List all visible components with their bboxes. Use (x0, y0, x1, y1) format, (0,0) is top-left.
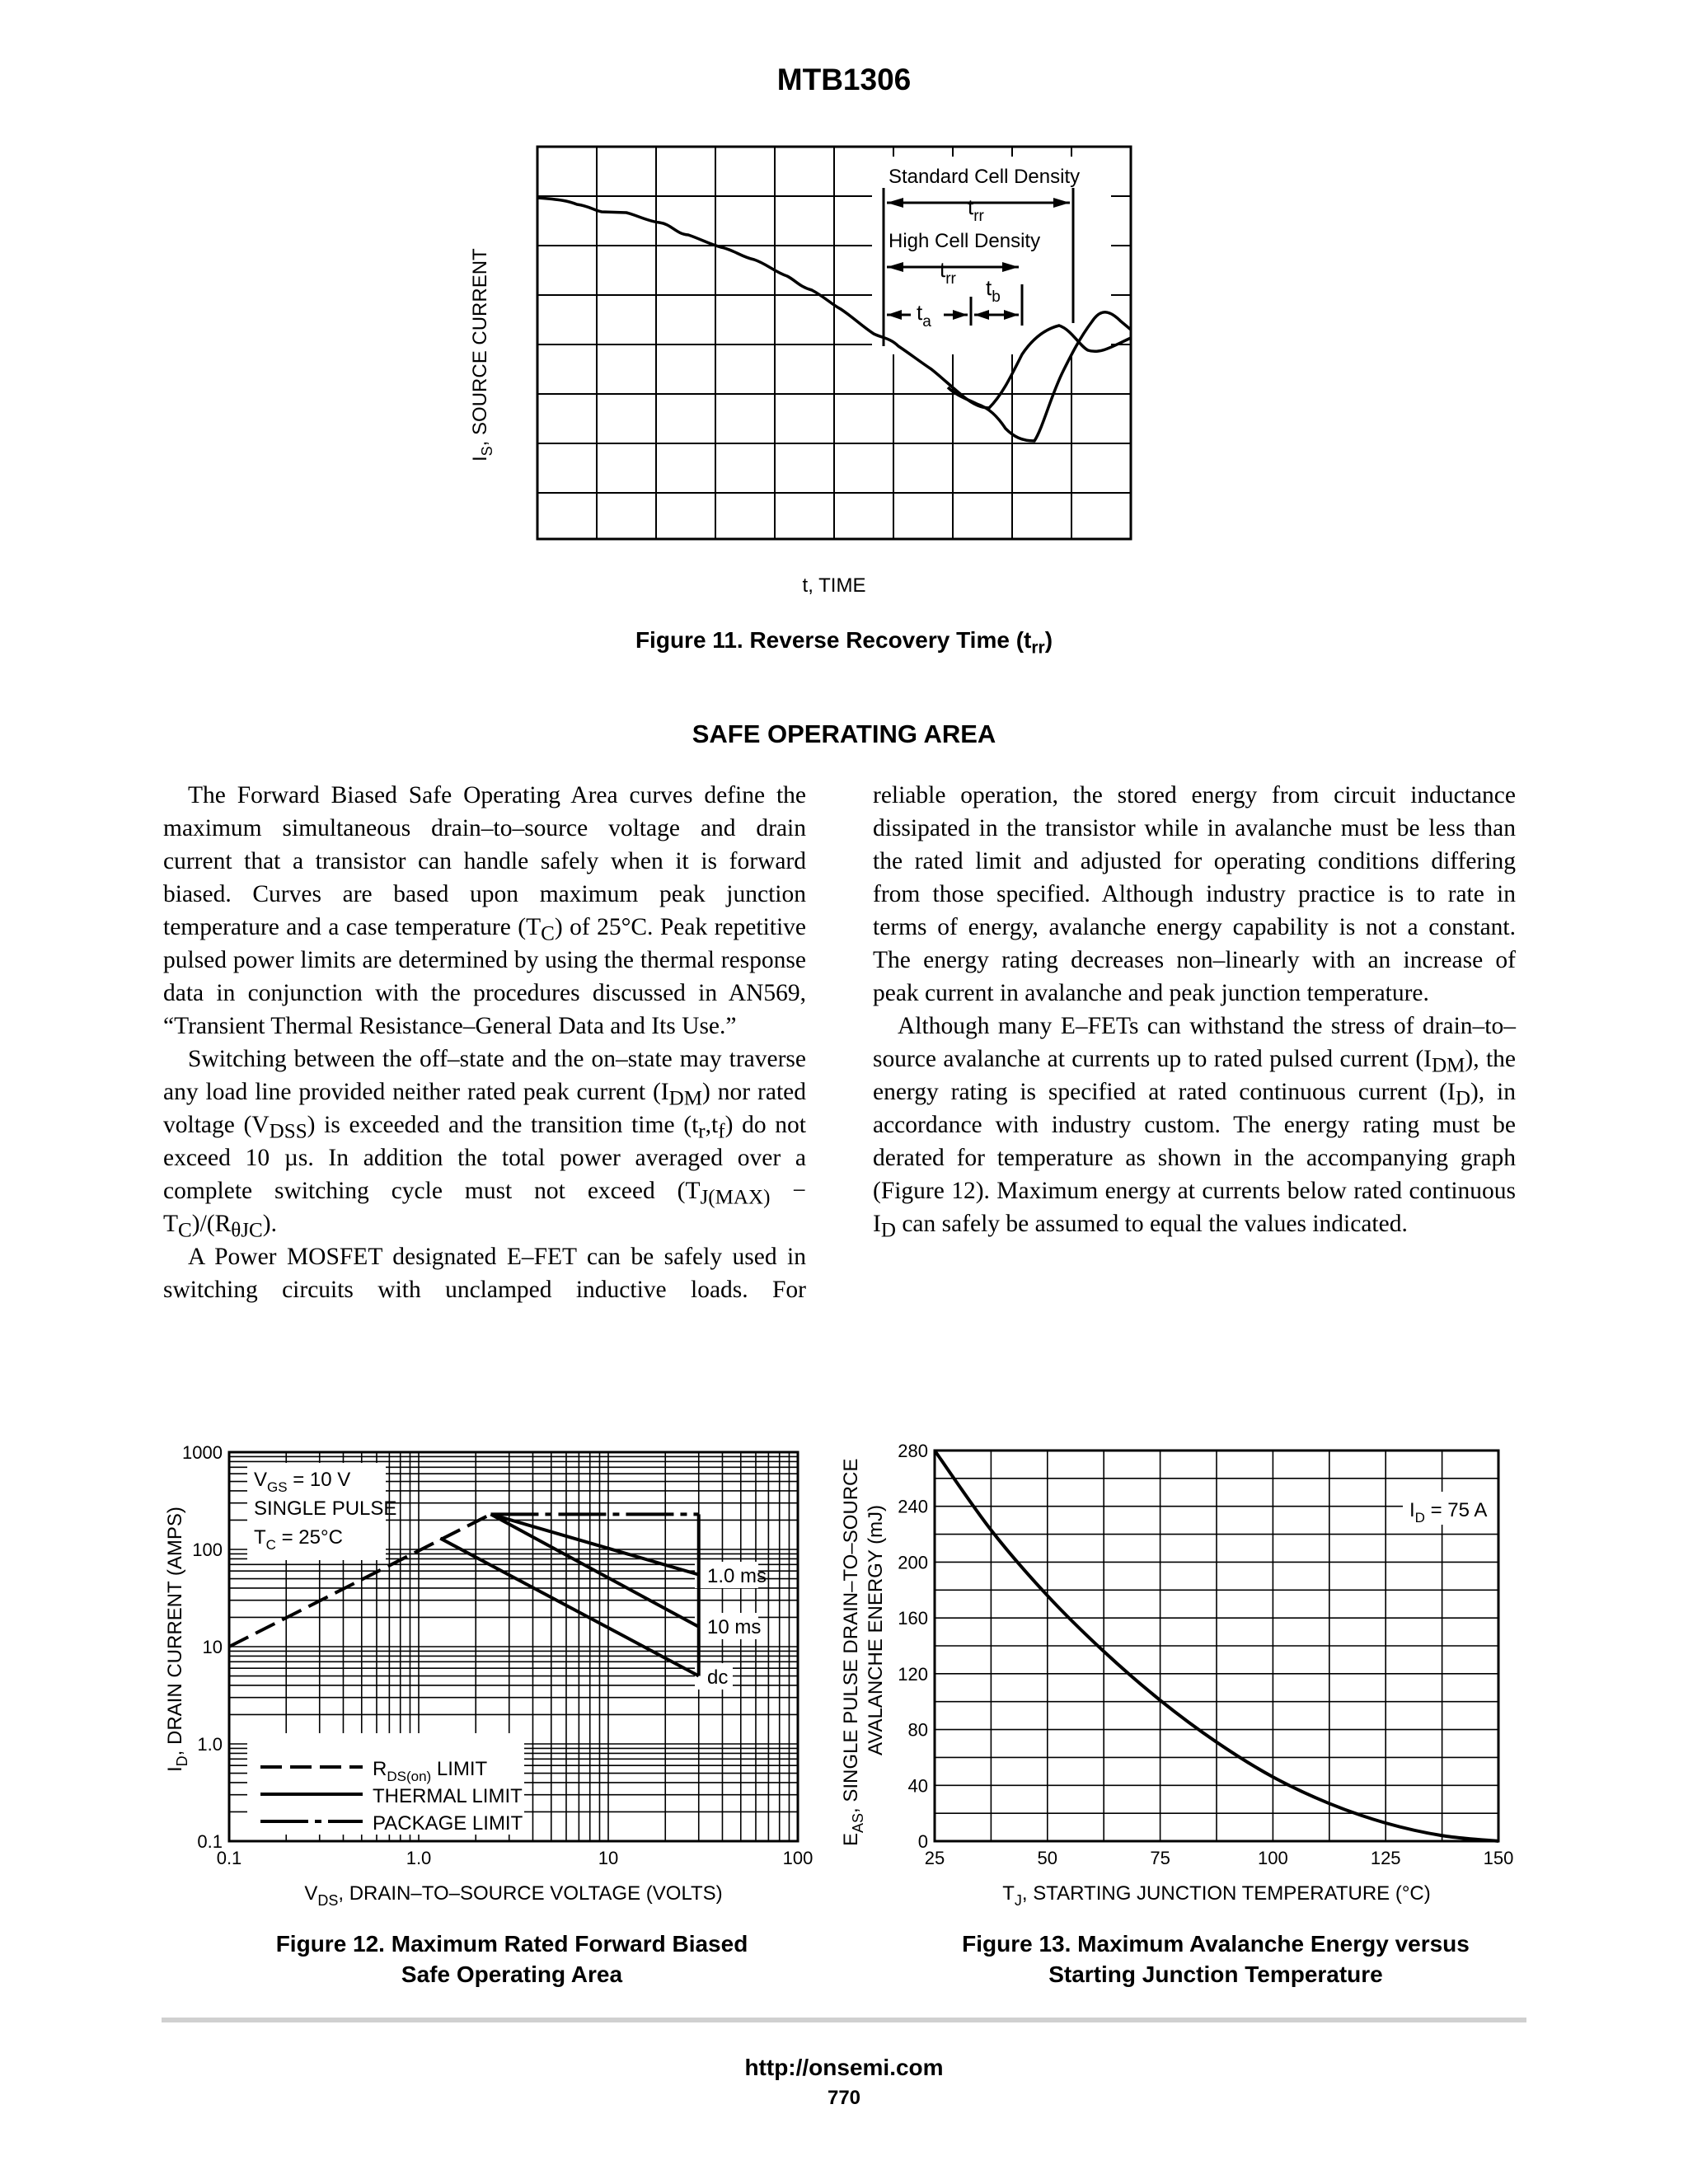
x-tick-label: 100 (1258, 1848, 1288, 1868)
figure-13-caption: Figure 13. Maximum Avalanche Energy versus Starting Junction Temperature (962, 1931, 1470, 1987)
standard-cell-density-label: Standard Cell Density (889, 166, 1081, 188)
y-tick-label: 1000 (182, 1442, 223, 1463)
figure-13-avalanche-energy-chart (832, 1434, 1522, 1912)
curve-label-1ms: 1.0 ms (707, 1565, 767, 1587)
x-tick-label: 125 (1370, 1848, 1401, 1868)
condition-single-pulse: SINGLE PULSE (254, 1497, 397, 1520)
x-tick-label: 150 (1483, 1848, 1514, 1868)
y-tick-label: 1.0 (197, 1734, 223, 1755)
ta-label: $t_a$ (917, 300, 931, 330)
y-tick-label: 240 (898, 1496, 928, 1517)
y-tick-label: 160 (898, 1608, 928, 1629)
section-heading: SAFE OPERATING AREA (692, 719, 996, 748)
figure-13-y-axis-label-line1: $E_{AS}$, SINGLE PULSE DRAIN–TO–SOURCE (840, 1458, 866, 1846)
legend-package: PACKAGE LIMIT (373, 1812, 523, 1835)
curve-label-dc: dc (707, 1666, 729, 1689)
x-tick-label: 50 (1037, 1848, 1058, 1868)
x-tick-label: 100 (782, 1848, 814, 1868)
curve-label-10ms: 10 ms (707, 1616, 762, 1638)
y-tick-label: 40 (907, 1775, 928, 1797)
figure-13-x-axis-label: $T_J$, STARTING JUNCTION TEMPERATURE (°C) (1002, 1882, 1431, 1909)
tb-label: $t_b$ (986, 275, 1001, 306)
x-tick-label: 10 (598, 1848, 619, 1868)
paragraph-switching: Switching between the off–state and the on–state may traverse any load line provided neither rated peak current $(I_{DM})$ nor rated voltage $(V_{DSS})$ is exceeded and the transition time $(t_r,t_f)$ do not exceed 10 µs. In addition the total power averaged over a complete switching cycle must not exceed $(T_{J(MAX)} - T_C)/(R_{\theta JC})$. (163, 1046, 806, 1242)
y-tick-label: 100 (192, 1540, 223, 1560)
series-1-0-ms (490, 1514, 698, 1574)
y-tick-label: 0.1 (197, 1831, 223, 1852)
legend-rdson: $R_{DS(on)}$ LIMIT (373, 1758, 488, 1784)
figure-12-caption: Figure 12. Maximum Rated Forward Biased Safe Operating Area (275, 1931, 748, 1987)
figure-12-safe-operating-area-chart (145, 1434, 821, 1912)
left-text-column (163, 779, 806, 1306)
figure-11-x-axis-label: t, TIME (802, 574, 866, 597)
paragraph-efet: A Power MOSFET designated E–FET can be safely used in switching circuits with unclamped inductive loads. For (163, 1244, 806, 1303)
figure-11-reverse-recovery-chart (445, 132, 1170, 610)
x-tick-label: 75 (1150, 1848, 1170, 1868)
page-title: MTB1306 (776, 63, 912, 96)
figure-13-y-axis-label-line2: AVALANCHE ENERGY (mJ) (865, 1504, 887, 1755)
footer-divider (162, 2018, 1526, 2022)
high-trr-label: $t_{rr}$ (940, 257, 956, 288)
condition-vgs: $V_{GS} = 10$ V (254, 1469, 351, 1495)
x-tick-label: 0.1 (216, 1848, 242, 1868)
y-tick-label: 280 (898, 1441, 928, 1461)
standard-trr-label: $t_{rr}$ (968, 194, 984, 225)
figure-11-y-axis-label: $I_S$, SOURCE CURRENT (469, 248, 495, 462)
figure-12-x-axis-label: $V_{DS}$, DRAIN–TO–SOURCE VOLTAGE (VOLTS) (304, 1882, 723, 1909)
page-number: 770 (827, 2087, 861, 2109)
figure-13-id-annotation: $I_D = 75$ A (1409, 1499, 1488, 1526)
paragraph-avalanche: Although many E–FETs can withstand the stress of drain–to–source avalanche at currents up to rated pulsed current $(I_{DM})$, the energy rating is specified at rated continuous current $(I_D)$, in accordance with industry custom. The energy rating must be derated for temperature as shown in the accompanying graph (Figure 12). Maximum energy at currents below rated continuous $I_D$ can safely be assumed to equal the values indicated. (873, 1013, 1516, 1242)
y-tick-label: 10 (202, 1637, 223, 1657)
paragraph-reliable-operation: reliable operation, the stored energy from circuit inductance dissipated in the transistor while in avalanche must be less than the rated limit and adjusted for operating conditions differing from those specified. Although industry practice is to rate in terms of energy, avalanche energy capability is not a constant. The energy rating decreases non–linearly with an increase of peak current in avalanche and peak junction temperature. (873, 782, 1516, 1006)
y-tick-label: 200 (898, 1552, 928, 1573)
high-cell-density-label: High Cell Density (889, 230, 1041, 252)
x-tick-label: 1.0 (406, 1848, 432, 1868)
y-tick-label: 80 (907, 1719, 928, 1741)
figure-11-caption: Figure 11. Reverse Recovery Time $(t_{rr})$ (635, 627, 1053, 658)
y-tick-label: 0 (917, 1831, 928, 1852)
y-tick-label: 120 (898, 1663, 928, 1685)
right-text-column (873, 779, 1516, 1240)
condition-tc: $T_C = 25^\circ C$ (254, 1526, 343, 1553)
x-tick-label: 25 (924, 1848, 945, 1868)
footer-url: http://onsemi.com (744, 2055, 944, 2080)
figure-12-y-axis-label: $I_D$, DRAIN CURRENT (AMPS) (164, 1507, 190, 1772)
paragraph-soa-definition: The Forward Biased Safe Operating Area curves define the maximum simultaneous drain–to–source voltage and drain current that a transistor can handle safely when it is forward biased. Curves are based upon maximum peak junction temperature and a case temperature $(T_C)$ of 25°C. Peak repetitive pulsed power limits are determined by using the thermal response data in conjunction with the procedures discussed in AN569, “Transient Thermal Resistance–General Data and Its Use.” (163, 782, 807, 1039)
legend-thermal: THERMAL LIMIT (373, 1785, 523, 1807)
